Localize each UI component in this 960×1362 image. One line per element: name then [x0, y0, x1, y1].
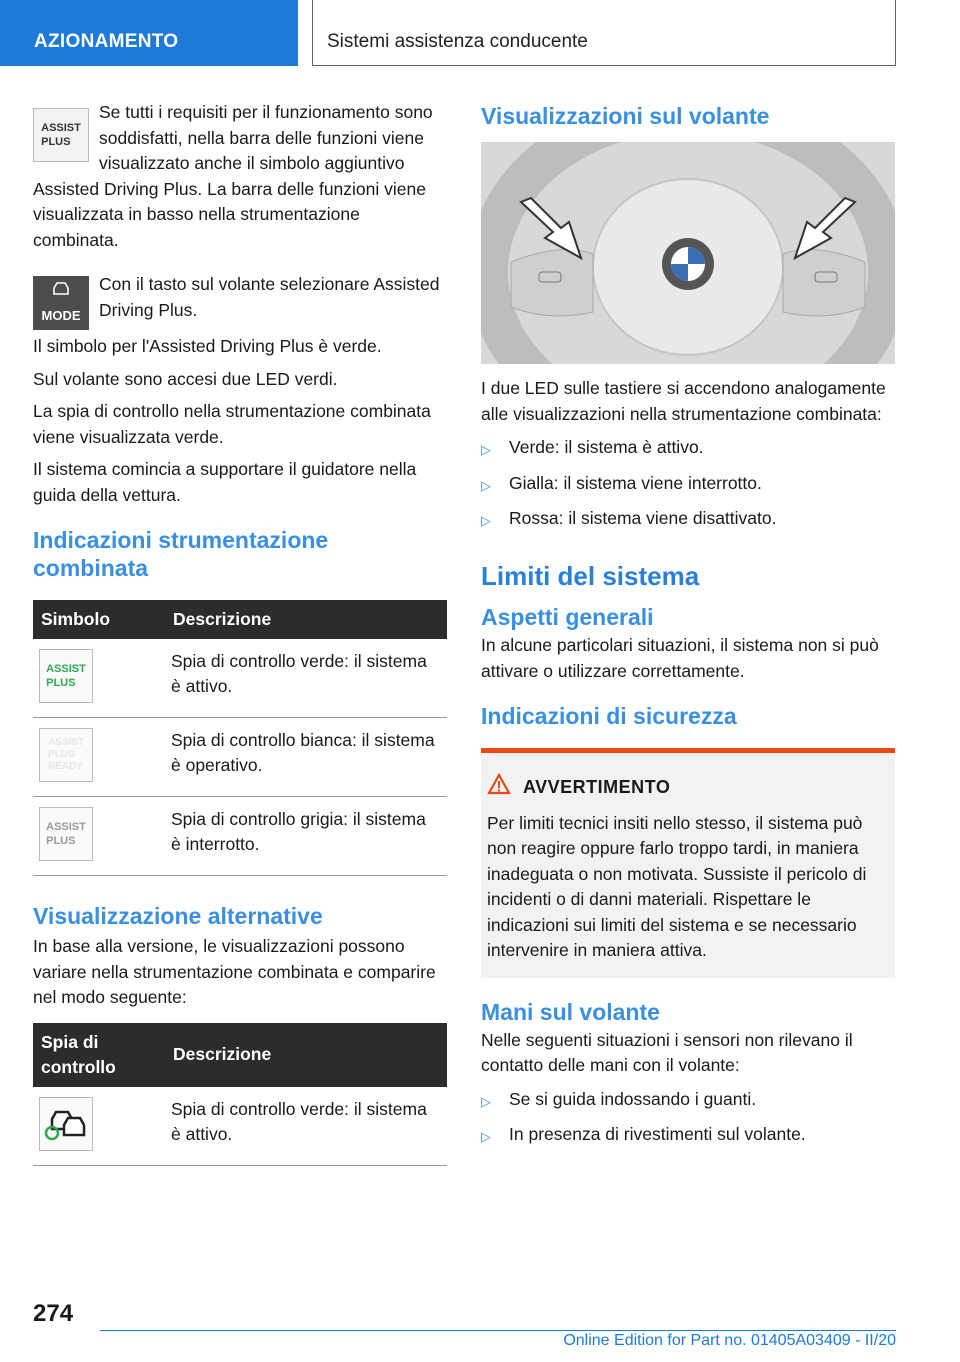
paragraph-supporto: Il sistema comincia a supportare il guidatore nella guida della vettura.: [33, 459, 417, 505]
table-header-descrizione: Descrizione: [165, 600, 447, 639]
table-row: [33, 797, 447, 876]
page-number: 274: [33, 1300, 74, 1327]
table-header-simbolo: Simbolo: [33, 600, 165, 639]
table-row: [33, 1087, 447, 1166]
alt-table: [33, 1023, 447, 1166]
chapter-title: Sistemi assistenza conducente: [312, 0, 896, 66]
table-header-spia: Spia di controllo: [33, 1023, 165, 1087]
hands-on-wheel-icon: [39, 1097, 93, 1151]
table-cell-descrizione: Spia di controllo verde: il sistema è attivo.: [165, 1087, 447, 1166]
heading-alternative: Visualizzazione alternative: [33, 903, 323, 929]
paragraph-aspetti: In alcune particolari situazioni, il sistema non si può attivare o utilizzare correttamente.: [481, 635, 879, 681]
heading-limiti: Limiti del sistema: [481, 560, 700, 591]
table-row: [33, 639, 447, 718]
paragraph-requisiti: Se tutti i requisiti per il funzionamento sono soddisfatti, nella barra delle funzioni viene visualizzato anche il simbolo aggiuntivo Assisted Driving Plus. La barra delle funzioni viene visualizzata in basso nella strumentazione combinata.: [33, 102, 433, 250]
assist-plus-icon: ASSIST PLUS: [33, 108, 89, 162]
list-item: ▷ Gialla: il sistema viene interrotto.: [481, 472, 762, 493]
paragraph-mani: Nelle seguenti situazioni i sensori non rilevano il contatto delle mani con il volante:: [481, 1029, 853, 1075]
paragraph-simbolo: Il simbolo per l'Assisted Driving Plus è verde.: [33, 336, 382, 356]
section-tab: AZIONAMENTO: [0, 0, 298, 66]
warning-box: [481, 748, 895, 978]
heading-volante: Visualizzazioni sul volante: [481, 103, 770, 129]
warning-triangle-icon: [487, 773, 511, 803]
table-cell-descrizione: Spia di controllo grigia: il sistema è interrotto.: [165, 797, 447, 876]
steering-wheel-image: [481, 142, 895, 364]
paragraph-led-tastiere: I due LED sulle tastiere si accendono analogamente alle visualizzazioni nella strumentazione combinata:: [481, 378, 886, 424]
list-item: ▷ In presenza di rivestimenti sul volante.: [481, 1124, 806, 1144]
right-column: [481, 100, 895, 1158]
heading-mani: Mani sul volante: [481, 998, 660, 1025]
list-item: ▷ Se si guida indossando i guanti.: [481, 1088, 757, 1109]
table-row: [33, 718, 447, 797]
paragraph-spia: La spia di controllo nella strumentazione combinata viene visualizzata verde.: [33, 401, 431, 447]
heading-indicazioni: Indicazioni strumentazione combinata: [33, 527, 329, 581]
assist-plus-indicator-icon: ASSIST PLUS: [39, 649, 93, 703]
left-column: [33, 100, 447, 1176]
mode-button-icon: MODE: [33, 276, 89, 330]
footer-edition: Online Edition for Part no. 01405A03409 - II/20: [563, 1332, 896, 1349]
list-item: ▷ Verde: il sistema è attivo.: [481, 437, 704, 457]
assist-plus-indicator-icon: ASSIST PLUS READY: [39, 728, 93, 782]
footer-divider: [100, 1330, 896, 1331]
table-header-descrizione: Descrizione: [165, 1023, 447, 1087]
table-cell-descrizione: Spia di controllo verde: il sistema è attivo.: [165, 639, 447, 718]
list-item: ▷ Rossa: il sistema viene disattivato.: [481, 508, 777, 528]
table-cell-descrizione: Spia di controllo bianca: il sistema è operativo.: [165, 718, 447, 797]
paragraph-alternative: In base alla versione, le visualizzazioni possono variare nella strumentazione combinata e comparire nel modo seguente:: [33, 936, 436, 1007]
assist-plus-indicator-icon: ASSIST PLUS: [39, 807, 93, 861]
symbol-table: [33, 600, 447, 876]
heading-aspetti: Aspetti generali: [481, 604, 654, 630]
warning-title: AVVERTIMENTO: [523, 777, 671, 797]
paragraph-led: Sul volante sono accesi due LED verdi.: [33, 368, 338, 389]
warning-text: Per limiti tecnici insiti nello stesso, il sistema può non reagire oppure farlo troppo tardi, in maniera inadeguata o non motivata. Sussiste il pericolo di incidenti o di danni materiali. Rispettare le indicazioni sui limiti del sistema e se necessario intervenire in maniera attiva.: [487, 812, 867, 960]
paragraph-tasto: Con il tasto sul volante selezionare Assisted Driving Plus.: [99, 274, 440, 320]
heading-sicurezza: Indicazioni di sicurezza: [481, 703, 737, 729]
